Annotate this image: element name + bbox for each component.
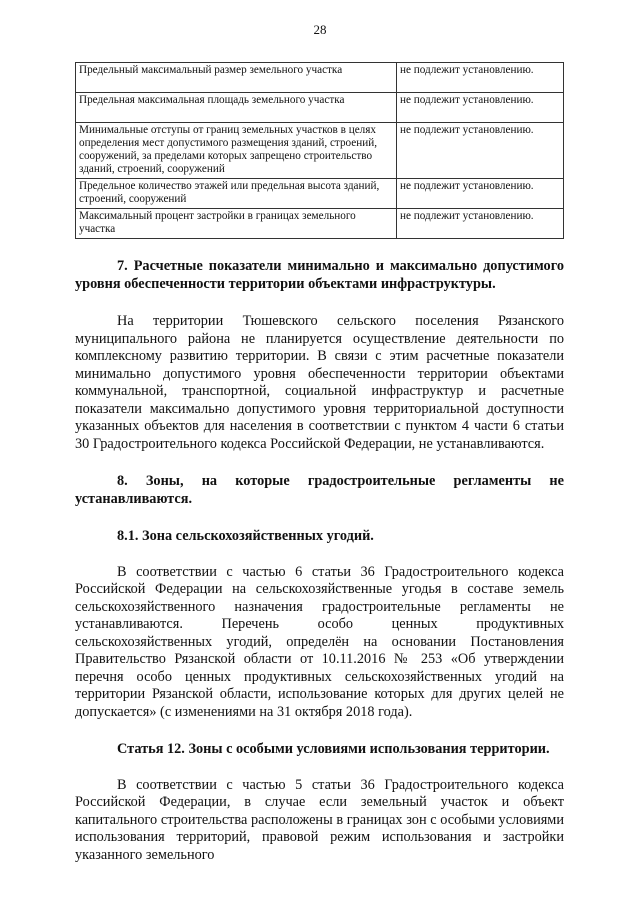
table-cell-parameter: Предельная максимальная площадь земельного участка (76, 93, 397, 123)
table-row (76, 179, 564, 209)
parameters-table (75, 62, 564, 239)
table-cell-parameter: Минимальные отступы от границ земельных участков в целях определения мест допустимого размещения зданий, строений, сооружений, за пределами которых запрещено строительство зданий, строений, сооружений (76, 123, 397, 179)
section-8-heading: 8. Зоны, на которые градостроительные регламенты не устанавливаются. (75, 473, 564, 507)
article-12-heading: Статья 12. Зоны с особыми условиями использования территории. (117, 741, 550, 757)
section-7-heading: 7. Расчетные показатели минимально и максимально допустимого уровня обеспеченности территории объектами инфраструктуры. (75, 258, 564, 292)
table-cell-value: не подлежит установлению. (397, 123, 564, 179)
section-8-1-heading: 8.1. Зона сельскохозяйственных угодий. (117, 528, 374, 544)
article-12-paragraph: В соответствии с частью 5 статьи 36 Градостроительного кодекса Российской Федерации, в случае если земельный участок и объект капитального строительства расположены в границах зон с особыми условиями использования территорий, правовой режим использования и застройки указанного земельного (75, 776, 564, 863)
table-cell-value: не подлежит установлению. (397, 209, 564, 239)
section-7-paragraph: На территории Тюшевского сельского поселения Рязанского муниципального района не планируется осуществление деятельности по комплексному развитию территории. В связи с этим расчетные показатели минимально допустимого уровня обеспеченности территории объектами коммунальной, транспортной, социальной инфраструктур и расчетные показатели максимально допустимого уровня территориальной доступности указанных объектов для населения в соответствии с пунктом 4 части 6 статьи 30 Градостроительного кодекса Российской Федерации, не устанавливаются. (75, 313, 564, 452)
section-8-1-paragraph: В соответствии с частью 6 статьи 36 Градостроительного кодекса Российской Федерации на сельскохозяйственные угодья в составе земель сельскохозяйственного назначения градостроительные регламенты не устанавливаются. Перечень особо ценных продуктивных сельскохозяйственных угодий, определён на основании Постановления Правительство Рязанской области от 10.11.2016 № 253 «Об утверждении перечня особо ценных продуктивных сельскохозяйственных угодий на территории Рязанской области, использование которых для других целей не допускается» (с изменениями на 31 октября 2018 года). (75, 563, 564, 720)
table-cell-value: не подлежит установлению. (397, 179, 564, 209)
page-number: 28 (313, 22, 327, 37)
table-row (76, 123, 564, 179)
table-row (76, 209, 564, 239)
table-row (76, 63, 564, 93)
table-row (76, 93, 564, 123)
document-body (75, 258, 564, 864)
table-cell-value: не подлежит установлению. (397, 93, 564, 123)
table-cell-parameter: Предельный максимальный размер земельного участка (76, 63, 397, 93)
table-cell-parameter: Предельное количество этажей или предельная высота зданий, строений, сооружений (76, 179, 397, 209)
table-cell-value: не подлежит установлению. (397, 63, 564, 93)
table-cell-parameter: Максимальный процент застройки в границах земельного участка (76, 209, 397, 239)
